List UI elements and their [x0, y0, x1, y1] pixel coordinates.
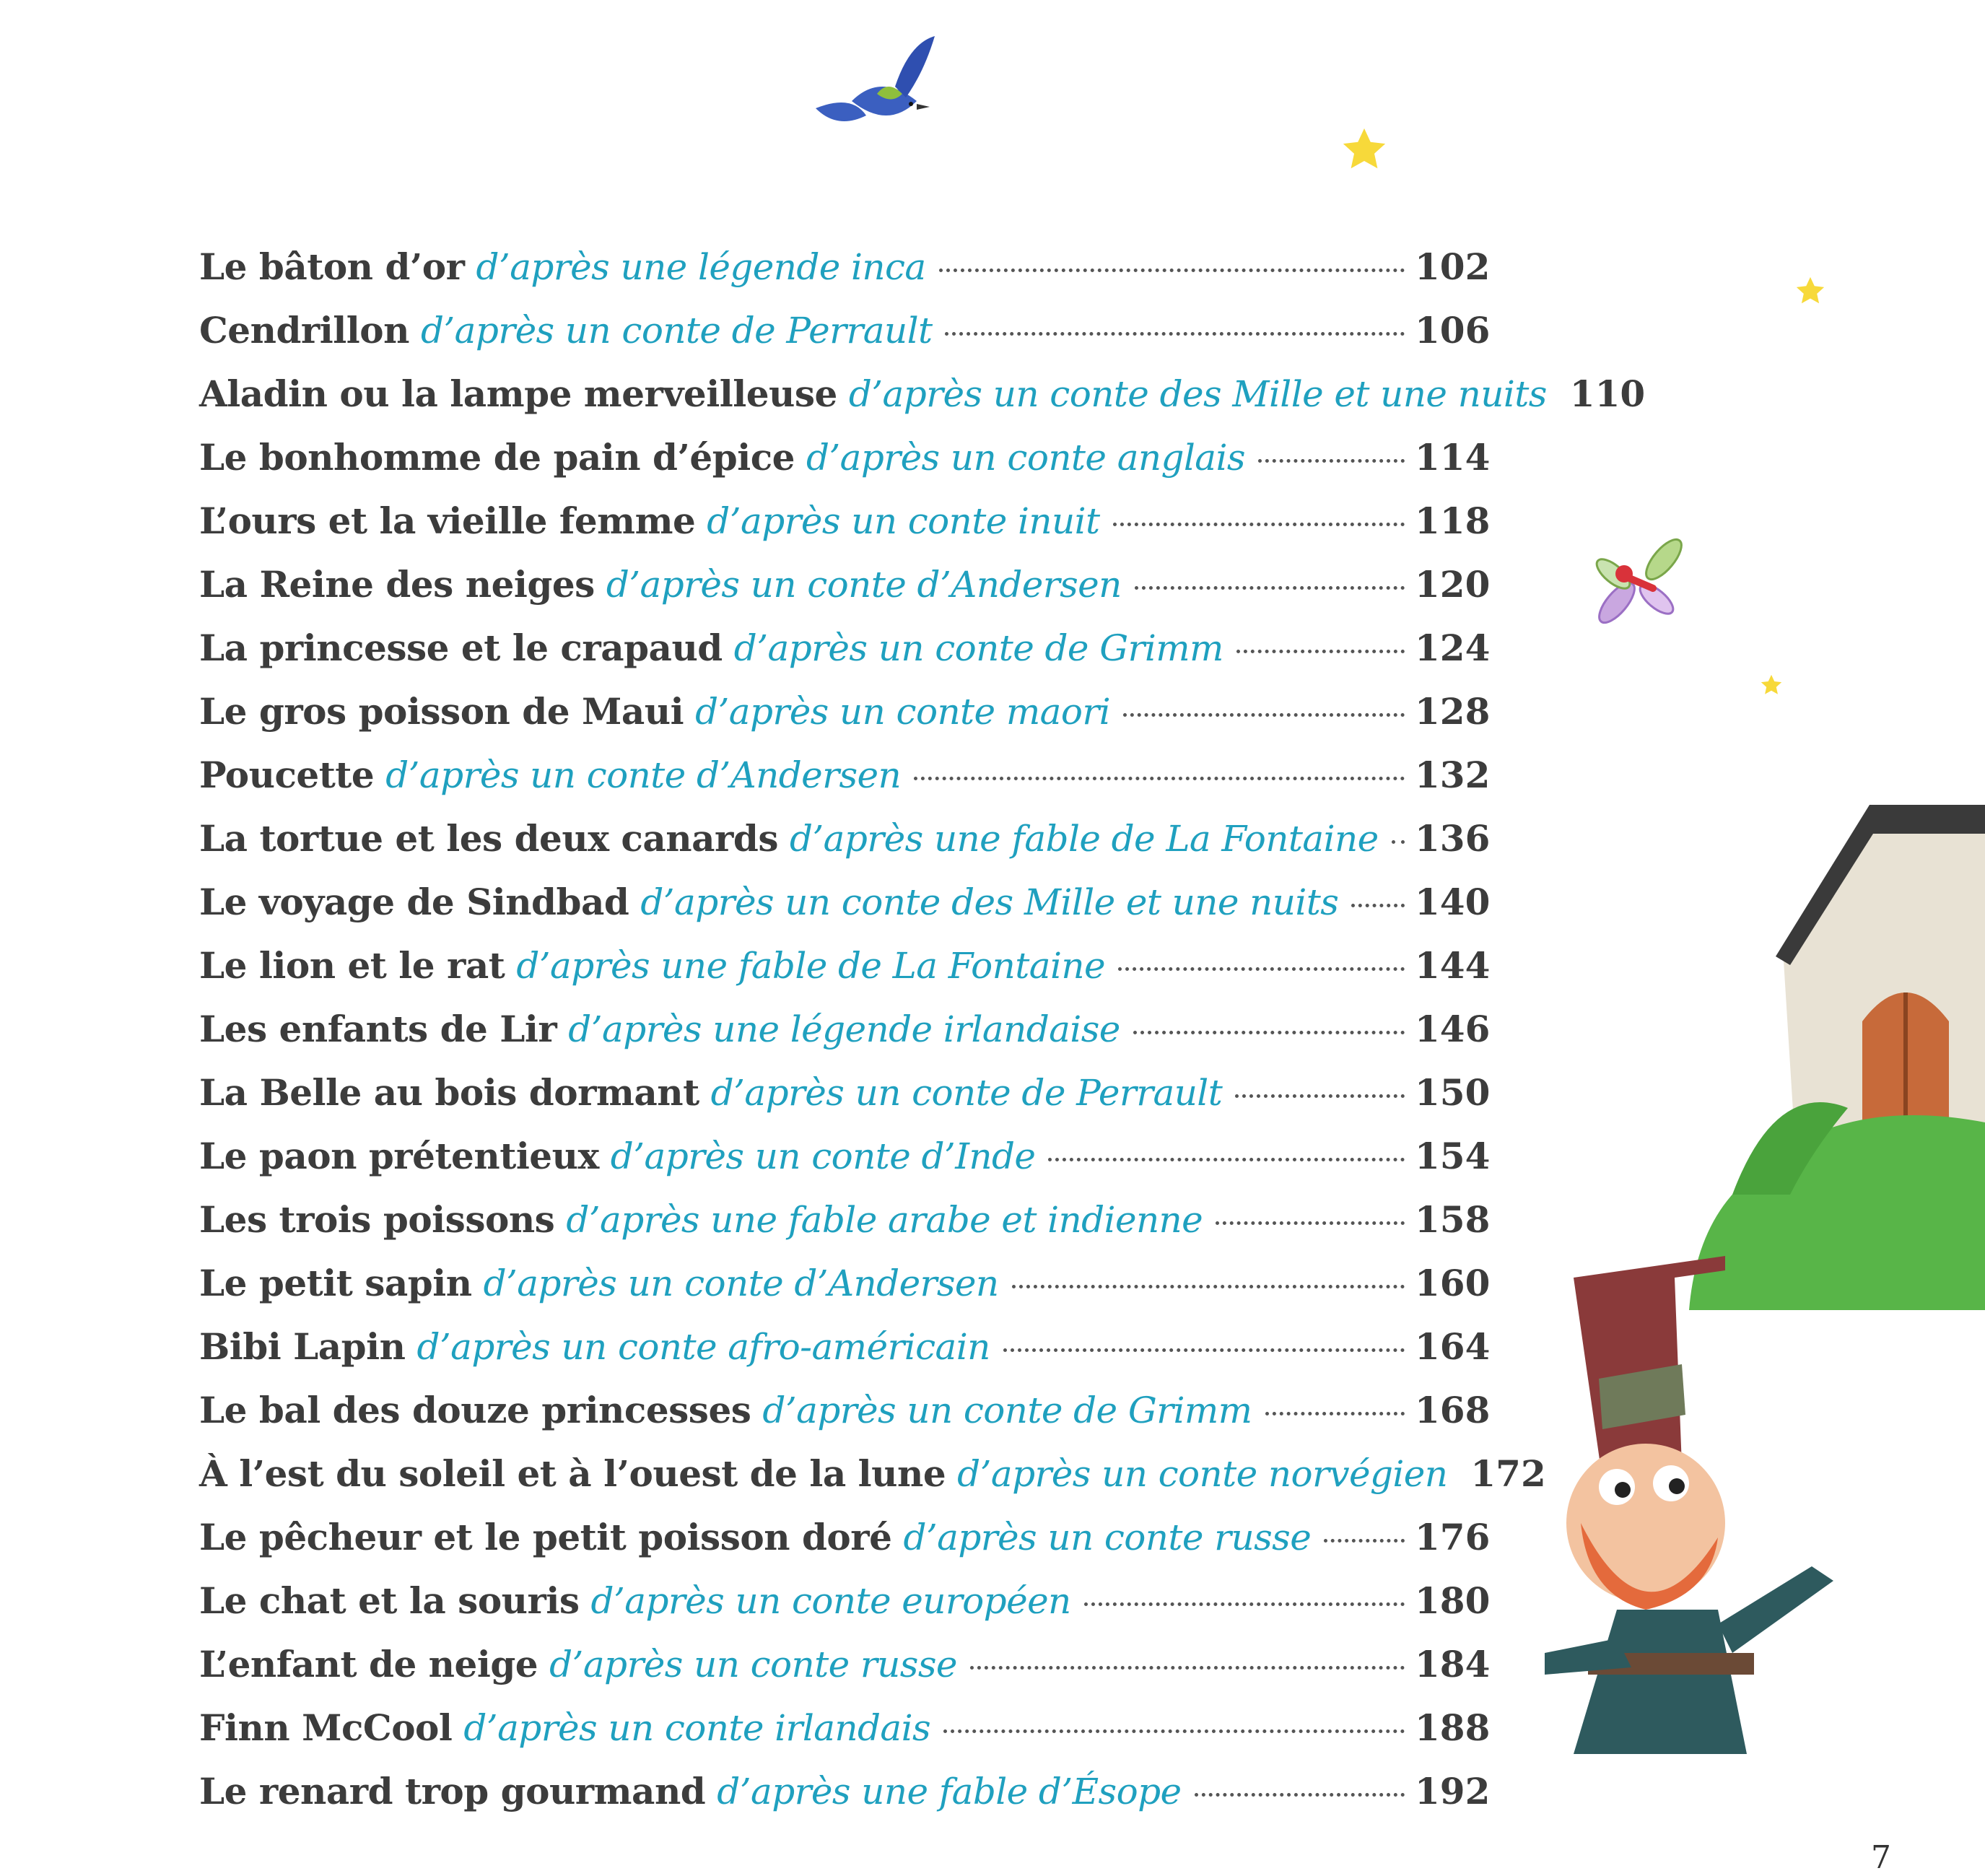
toc-source: d’après un conte irlandais: [463, 1707, 931, 1749]
toc-page-number: 172: [1470, 1452, 1546, 1495]
toc-title: À l’est du soleil et à l’ouest de la lune: [199, 1452, 946, 1495]
toc-source: d’après un conte des Mille et une nuits: [640, 881, 1339, 923]
toc-title: Le voyage de Sindbad: [199, 881, 629, 923]
toc-title: Le renard trop gourmand: [199, 1770, 706, 1812]
toc-page-number: 132: [1415, 754, 1491, 796]
toc-page-number: 192: [1415, 1770, 1491, 1812]
toc-page-number: 146: [1415, 1008, 1491, 1050]
toc-title: Le gros poisson de Maui: [199, 690, 684, 733]
bird-icon: [808, 29, 946, 137]
toc-entry[interactable]: [199, 1506, 1491, 1569]
toc-page-number: 144: [1415, 944, 1491, 987]
toc-source: d’après un conte afro-américain: [416, 1326, 990, 1368]
toc-page-number: 180: [1415, 1579, 1491, 1622]
toc-page-number: 124: [1415, 627, 1491, 669]
dot-leader: [1258, 459, 1405, 463]
dot-leader: [1135, 586, 1405, 590]
toc-entry[interactable]: [199, 934, 1491, 998]
toc-page-number: 154: [1415, 1135, 1491, 1177]
toc-entry[interactable]: [199, 1442, 1546, 1506]
toc-source: d’après un conte d’Andersen: [483, 1262, 999, 1304]
table-of-contents: [199, 235, 1646, 1823]
gnome-icon: [1530, 1249, 1855, 1797]
toc-source: d’après un conte de Grimm: [733, 627, 1223, 669]
toc-entry[interactable]: [199, 1569, 1491, 1633]
toc-page-number: 114: [1415, 436, 1491, 479]
toc-entry[interactable]: [199, 1315, 1491, 1379]
toc-entry[interactable]: [199, 743, 1491, 807]
star-icon: [1794, 274, 1827, 307]
toc-source: d’après un conte maori: [695, 691, 1111, 733]
toc-title: Le pêcheur et le petit poisson doré: [199, 1516, 892, 1558]
toc-source: d’après une légende irlandaise: [568, 1008, 1120, 1050]
toc-page-number: 136: [1415, 817, 1491, 860]
toc-page-number: 128: [1415, 690, 1491, 733]
toc-title: Bibi Lapin: [199, 1325, 406, 1368]
toc-page-number: 184: [1415, 1643, 1491, 1685]
toc-entry[interactable]: [199, 1125, 1491, 1188]
dot-leader: [1123, 713, 1405, 717]
toc-source: d’après un conte d’Inde: [610, 1135, 1036, 1177]
toc-title: La Belle au bois dormant: [199, 1071, 699, 1114]
toc-entry[interactable]: [199, 1188, 1491, 1252]
toc-title: Le bâton d’or: [199, 245, 465, 288]
star-icon: [1759, 673, 1784, 697]
toc-page-number: 120: [1415, 563, 1491, 606]
toc-page-number: 160: [1415, 1262, 1491, 1304]
toc-entry[interactable]: [199, 299, 1491, 362]
dot-leader: [1048, 1158, 1405, 1161]
toc-title: Le paon prétentieux: [199, 1135, 599, 1177]
dot-leader: [1003, 1348, 1405, 1352]
toc-source: d’après un conte de Perrault: [420, 310, 933, 352]
toc-entry[interactable]: [199, 871, 1491, 934]
dot-leader: [1195, 1793, 1405, 1797]
toc-page-number: 168: [1415, 1389, 1491, 1431]
toc-title: La princesse et le crapaud: [199, 627, 723, 669]
toc-source: d’après une fable arabe et indienne: [566, 1199, 1203, 1241]
toc-page-number: 106: [1415, 309, 1491, 352]
toc-source: d’après un conte des Mille et une nuits: [848, 373, 1547, 415]
page-number: 7: [1871, 1839, 1891, 1876]
dot-leader: [1351, 904, 1405, 907]
toc-entry[interactable]: [199, 1379, 1491, 1442]
toc-page-number: 176: [1415, 1516, 1491, 1558]
toc-entry[interactable]: [199, 489, 1491, 553]
toc-source: d’après une légende inca: [476, 246, 926, 288]
toc-entry[interactable]: [199, 1633, 1491, 1696]
toc-source: d’après une fable de La Fontaine: [789, 818, 1379, 860]
dot-leader: [1236, 650, 1405, 653]
dot-leader: [1133, 1031, 1405, 1034]
toc-source: d’après un conte norvégien: [957, 1453, 1448, 1495]
toc-title: Cendrillon: [199, 309, 409, 352]
dot-leader: [945, 332, 1405, 336]
toc-entry[interactable]: [199, 616, 1491, 680]
toc-source: d’après une fable d’Ésope: [717, 1771, 1182, 1812]
dragonfly-icon: [1584, 534, 1693, 628]
toc-title: La tortue et les deux canards: [199, 817, 778, 860]
dot-leader: [914, 777, 1405, 780]
toc-source: d’après un conte d’Andersen: [606, 564, 1122, 606]
toc-entry[interactable]: [199, 362, 1646, 426]
dot-leader: [970, 1666, 1405, 1670]
toc-source: d’après un conte inuit: [707, 500, 1100, 542]
toc-page-number: 150: [1415, 1071, 1491, 1114]
toc-page-number: 158: [1415, 1198, 1491, 1241]
toc-entry[interactable]: [199, 680, 1491, 743]
dot-leader: [943, 1729, 1405, 1733]
toc-entry[interactable]: [199, 1061, 1491, 1125]
toc-entry[interactable]: [199, 1760, 1491, 1823]
dot-leader: [1324, 1539, 1405, 1543]
toc-title: Le petit sapin: [199, 1262, 472, 1304]
toc-source: d’après un conte européen: [590, 1580, 1071, 1622]
toc-entry[interactable]: [199, 1252, 1491, 1315]
toc-entry[interactable]: [199, 998, 1491, 1061]
toc-entry[interactable]: [199, 807, 1491, 871]
toc-title: Poucette: [199, 754, 375, 796]
toc-entry[interactable]: [199, 426, 1491, 489]
toc-entry[interactable]: [199, 235, 1491, 299]
toc-source: d’après un conte anglais: [806, 437, 1245, 479]
toc-title: L’enfant de neige: [199, 1643, 538, 1685]
toc-title: Le lion et le rat: [199, 944, 505, 987]
toc-title: Finn McCool: [199, 1706, 453, 1749]
dot-leader: [1113, 523, 1405, 526]
toc-source: d’après un conte d’Andersen: [385, 754, 902, 796]
toc-page-number: 110: [1569, 372, 1646, 415]
toc-page-number: 118: [1415, 499, 1491, 542]
dot-leader: [1216, 1221, 1405, 1225]
toc-title: Le bal des douze princesses: [199, 1389, 751, 1431]
toc-title: Les trois poissons: [199, 1198, 555, 1241]
house-icon: [1689, 776, 1985, 1310]
dot-leader: [1392, 840, 1405, 844]
toc-title: L’ours et la vieille femme: [199, 499, 696, 542]
star-icon: [1339, 124, 1390, 175]
toc-title: Le chat et la souris: [199, 1579, 580, 1622]
dot-leader: [1012, 1285, 1405, 1288]
toc-page-number: 164: [1415, 1325, 1491, 1368]
toc-entry[interactable]: [199, 553, 1491, 616]
toc-page-number: 140: [1415, 881, 1491, 923]
toc-source: d’après un conte de Perrault: [710, 1072, 1223, 1114]
dot-leader: [1084, 1602, 1405, 1606]
toc-title: Le bonhomme de pain d’épice: [199, 436, 795, 479]
toc-source: d’après un conte russe: [903, 1517, 1312, 1558]
dot-leader: [1118, 967, 1405, 971]
toc-title: Les enfants de Lir: [199, 1008, 557, 1050]
toc-title: Aladin ou la lampe merveilleuse: [199, 372, 837, 415]
toc-page-number: 188: [1415, 1706, 1491, 1749]
toc-title: La Reine des neiges: [199, 563, 595, 606]
toc-source: d’après une fable de La Fontaine: [516, 945, 1105, 987]
toc-entry[interactable]: [199, 1696, 1491, 1760]
dot-leader: [1235, 1094, 1405, 1098]
dot-leader: [1265, 1412, 1405, 1415]
toc-source: d’après un conte russe: [549, 1644, 957, 1685]
dot-leader: [939, 269, 1405, 272]
toc-source: d’après un conte de Grimm: [762, 1389, 1252, 1431]
toc-page-number: 102: [1415, 245, 1491, 288]
